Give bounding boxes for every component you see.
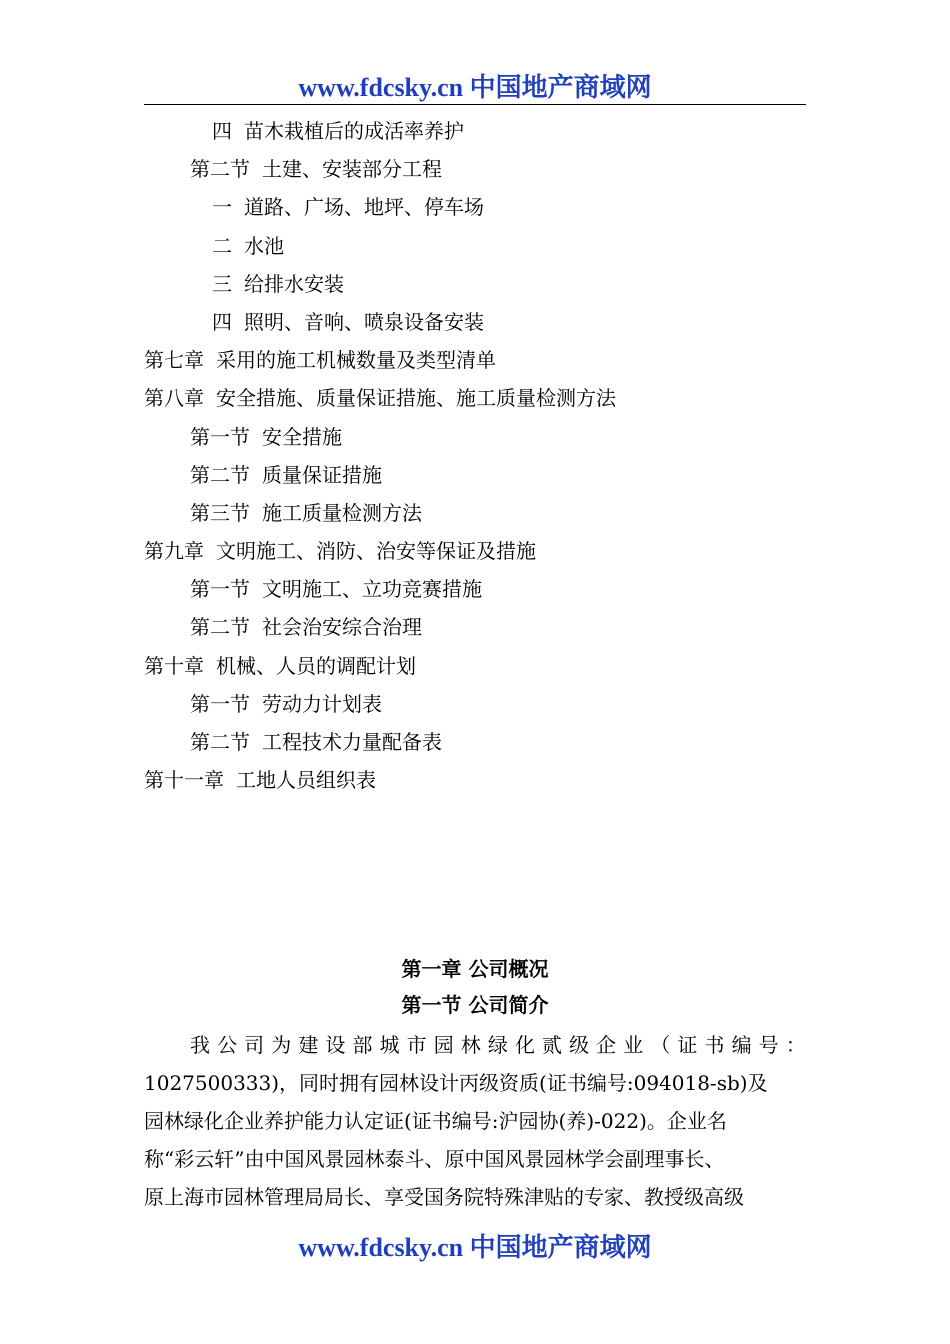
toc-entry	[144, 112, 806, 150]
toc-entry-number: 一	[212, 195, 232, 220]
toc-entry-title: 安全措施、质量保证措施、施工质量检测方法	[216, 386, 616, 411]
toc-entry	[144, 647, 806, 685]
toc-entry	[144, 227, 806, 265]
toc-entry-title: 土建、安装部分工程	[262, 157, 442, 182]
justified-char: ：	[785, 1033, 806, 1057]
toc-entry-title: 文明施工、立功竞赛措施	[262, 577, 482, 602]
toc-entry	[144, 418, 806, 456]
paragraph-line-justified	[144, 1026, 806, 1064]
justified-char: 林	[460, 1033, 481, 1057]
paragraph-line: 称“彩云轩”由中国风景园林泰斗、原中国风景园林学会副理事长、	[144, 1147, 725, 1171]
justified-char: 部	[352, 1033, 373, 1057]
toc-entry-title: 施工质量检测方法	[262, 500, 422, 525]
justified-char: 级	[569, 1033, 590, 1057]
toc-entry	[144, 150, 806, 188]
justified-char: 司	[244, 1033, 265, 1057]
toc-entry-number: 第二节	[190, 462, 250, 487]
toc-entry-number: 二	[212, 233, 232, 258]
toc-entry-title: 苗木栽植后的成活率养护	[244, 119, 464, 143]
toc-entry-number: 第八章	[144, 386, 204, 411]
toc-entry-number: 第二节	[190, 157, 250, 182]
table-of-contents	[144, 112, 806, 799]
toc-entry-title: 工程技术力量配备表	[262, 730, 442, 754]
chapter-heading: 第一章 公司概况	[401, 957, 549, 981]
toc-entry-number: 第一节	[190, 577, 250, 602]
toc-entry-number: 第十章	[144, 653, 204, 678]
justified-char: 公	[217, 1033, 238, 1057]
toc-entry-number: 三	[212, 271, 232, 296]
justified-char: 证	[677, 1033, 698, 1057]
justified-char: 企	[596, 1033, 617, 1057]
toc-entry	[144, 685, 806, 723]
toc-entry-title: 给排水安装	[244, 271, 344, 296]
justified-char: 为	[271, 1033, 292, 1057]
toc-entry-title: 质量保证措施	[262, 462, 382, 487]
toc-entry	[144, 303, 806, 341]
toc-entry-number: 第十一章	[144, 768, 224, 793]
justified-char: 绿	[487, 1033, 508, 1057]
justified-char: 书	[704, 1033, 725, 1057]
toc-entry-title: 社会治安综合治理	[262, 615, 422, 640]
justified-char: 化	[514, 1033, 535, 1057]
justified-char: 业	[623, 1033, 644, 1057]
toc-entry-title: 水池	[244, 233, 284, 258]
justified-char: 建	[298, 1033, 319, 1057]
page-header-site-name: www.fdcsky.cn 中国地产商域网	[298, 73, 652, 102]
toc-entry-title: 机械、人员的调配计划	[216, 653, 416, 678]
toc-entry-number: 第一节	[190, 424, 250, 449]
toc-entry	[144, 188, 806, 226]
toc-entry	[144, 341, 806, 379]
page-footer-site-name: www.fdcsky.cn 中国地产商域网	[298, 1233, 652, 1262]
section-heading: 第一节 公司简介	[401, 993, 549, 1017]
toc-entry-title: 道路、广场、地坪、停车场	[244, 195, 484, 220]
toc-entry-number: 第三节	[190, 500, 250, 525]
header-divider	[144, 104, 806, 105]
justified-char: 园	[433, 1033, 454, 1057]
toc-entry-number: 四	[212, 119, 232, 143]
toc-entry-title: 工地人员组织表	[236, 768, 376, 793]
justified-char: （	[650, 1033, 671, 1057]
justified-char: 设	[325, 1033, 346, 1057]
toc-entry	[144, 532, 806, 570]
toc-entry	[144, 761, 806, 799]
toc-entry	[144, 456, 806, 494]
toc-entry-number: 第二节	[190, 730, 250, 754]
paragraph-line: 原上海市园林管理局局长、享受国务院特殊津贴的专家、教授级高级	[144, 1185, 744, 1209]
toc-entry-number: 第二节	[190, 615, 250, 640]
toc-entry-title: 照明、音响、喷泉设备安装	[244, 309, 484, 334]
paragraph-line: 1027500333)，同时拥有园林设计丙级资质(证书编号:094018-sb)及	[144, 1071, 768, 1095]
toc-entry	[144, 570, 806, 608]
justified-char: 我	[190, 1033, 210, 1057]
company-intro-paragraph	[144, 1026, 806, 1216]
justified-char: 号	[758, 1033, 779, 1057]
toc-entry-number: 四	[212, 309, 232, 334]
toc-entry	[144, 379, 806, 417]
toc-entry	[144, 265, 806, 303]
toc-entry-title: 劳动力计划表	[262, 691, 382, 716]
toc-entry-number: 第七章	[144, 348, 204, 373]
toc-entry-title: 文明施工、消防、治安等保证及措施	[216, 539, 536, 564]
toc-entry-title: 安全措施	[262, 424, 342, 449]
toc-entry	[144, 723, 806, 761]
justified-char: 贰	[542, 1033, 563, 1057]
toc-entry-number: 第九章	[144, 539, 204, 564]
paragraph-line: 园林绿化企业养护能力认定证(证书编号:沪园协(养)-022)。企业名	[144, 1109, 727, 1133]
toc-entry	[144, 608, 806, 646]
justified-char: 城	[379, 1033, 400, 1057]
justified-char: 市	[406, 1033, 427, 1057]
toc-entry-number: 第一节	[190, 691, 250, 716]
toc-entry	[144, 494, 806, 532]
justified-char: 编	[731, 1033, 752, 1057]
toc-entry-title: 采用的施工机械数量及类型清单	[216, 348, 496, 373]
